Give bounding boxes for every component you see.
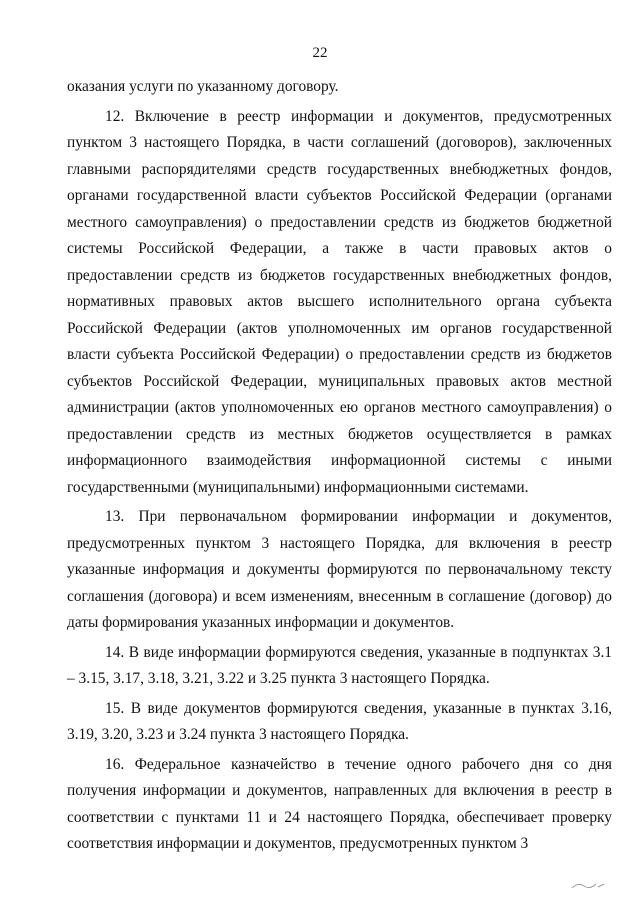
paragraph-continuation: оказания услуги по указанному договору. xyxy=(67,78,339,95)
paragraph-13: 13. При первоначальном формировании информации и документов, предусмотренных пунктом 3 настоящего Порядка, для включения в реестр указанные информация и документы формируются по первоначальному тексту соглашения (договора) и всем изменениям, внесенным в соглашение (договор) до даты формирования указанных информации и документов. xyxy=(67,508,612,631)
paragraph-15: 15. В виде документов формируются сведения, указанные в пунктах 3.16, 3.19, 3.20, 3.23 и 3.24 пункта 3 настоящего Порядка. xyxy=(67,699,612,743)
scan-mark xyxy=(570,878,610,892)
page-number: 22 xyxy=(312,45,328,61)
paragraph-16: 16. Федеральное казначейство в течение одного рабочего дня со дня получения информации и документов, направленных для включения в реестр в соответствии с пунктами 11 и 24 настоящего Порядка, обеспечивает проверку соответствия информации и документов, предусмотренных пунктом 3 xyxy=(67,755,612,852)
paragraph-12: 12. Включение в реестр информации и документов, предусмотренных пунктом 3 настоящего Порядка, в части соглашений (договоров), заключенных главными распорядителями средств государственных внебюджетных фондов, органами государственной власти субъектов Российской Федерации (органами местного самоуправления) о предоставлении средств из бюджетов бюджетной системы Российской Федерации, а также в части правовых актов о предоставлении средств из бюджетов государственных внебюджетных фондов, нормативных правовых актов высшего исполнительного органа субъекта Российской Федерации (актов уполномоченных им органов государственной власти субъекта Российской Федерации) о предоставлении средств из бюджетов субъектов Российской Федерации, муниципальных правовых актов местной администрации (актов уполномоченных ею органов местного самоуправления) о предоставлении средств из местных бюджетов осуществляется в рамках информационного взаимодействия информационной системы с иными государственными (муниципальными) информационными системами. xyxy=(67,107,612,496)
paragraph-14: 14. В виде информации формируются сведения, указанные в подпунктах 3.1 – 3.15, 3.17, 3.18, 3.21, 3.22 и 3.25 пункта 3 настоящего Порядка. xyxy=(67,643,612,687)
document-body xyxy=(67,74,612,858)
